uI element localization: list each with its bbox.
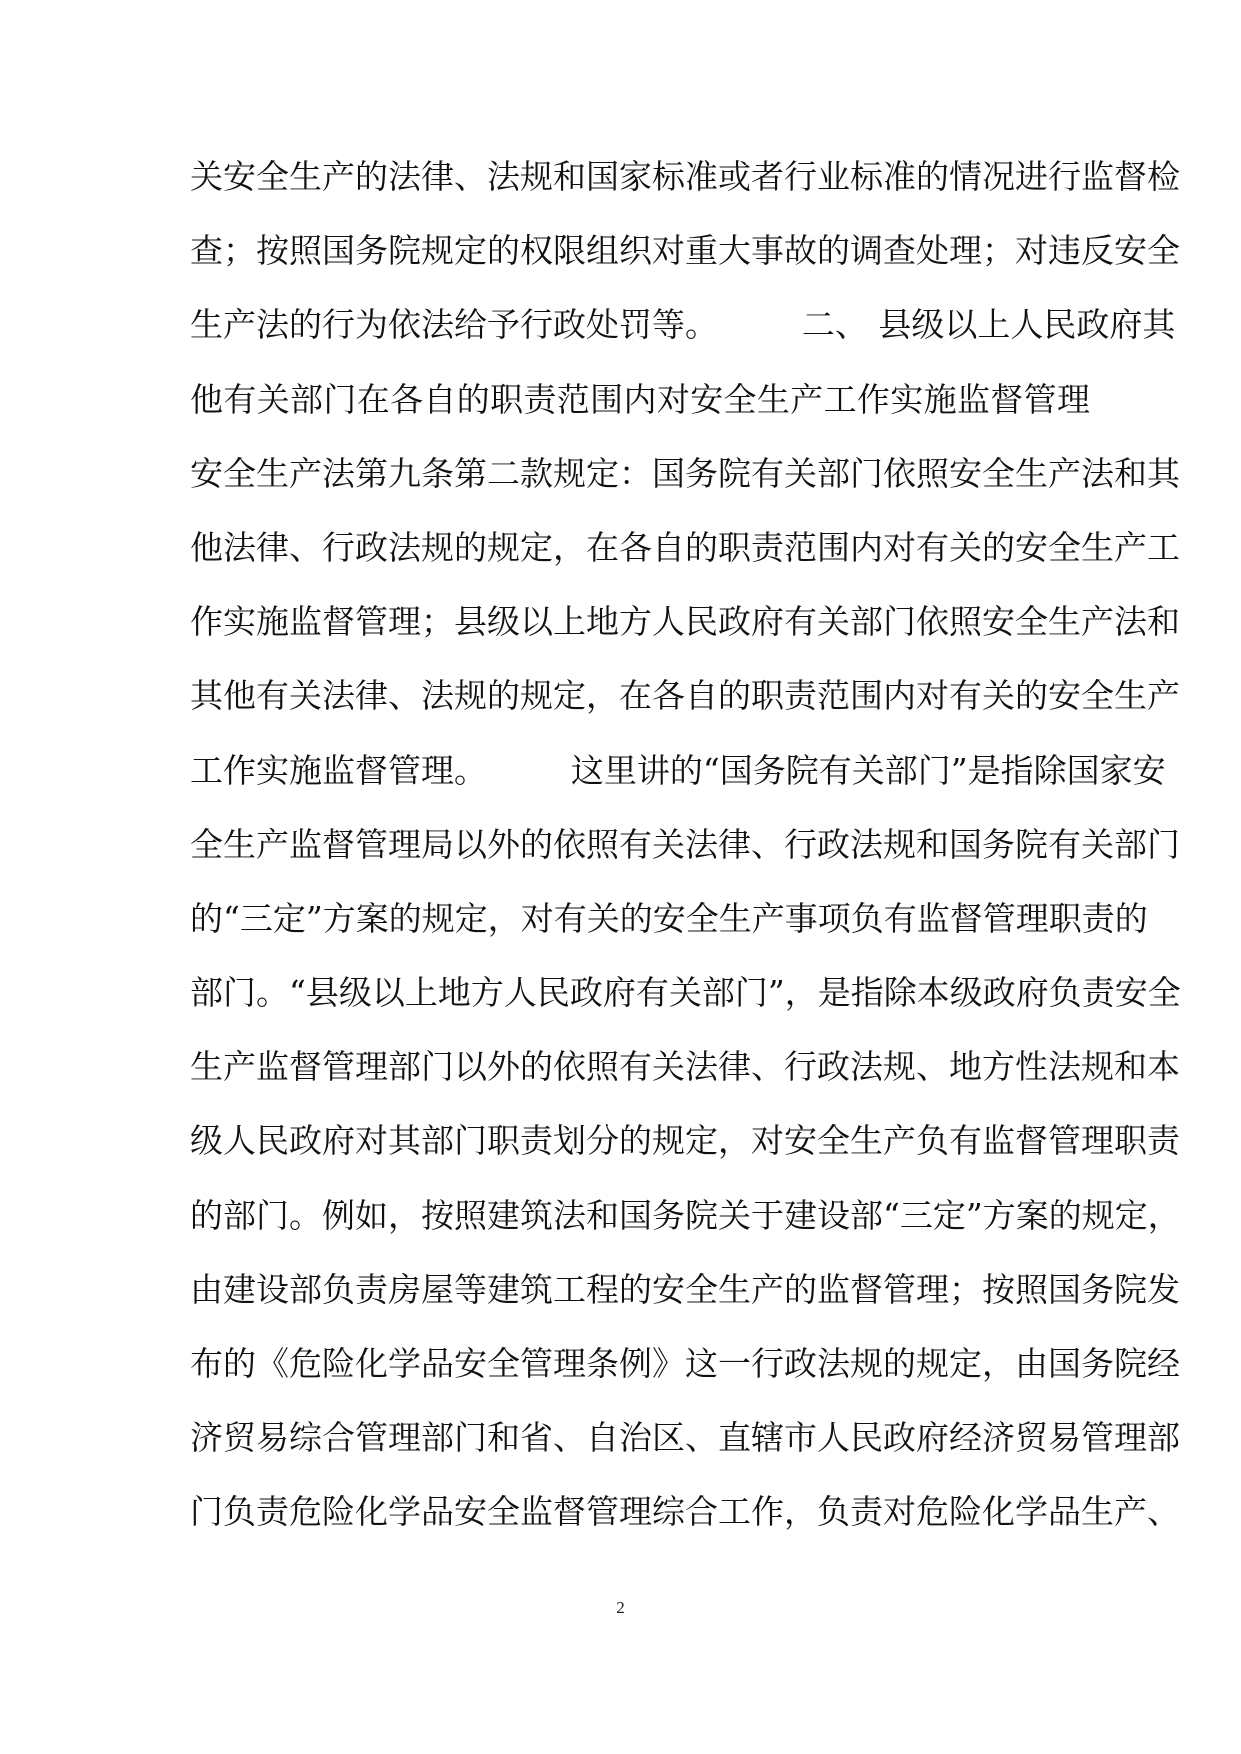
text-line-11: 的“三定”方案的规定，对有关的安全生产事项负有监督管理职责的 [190,898,1148,938]
text-line-5: 安全生产法第九条第二款规定：国务院有关部门依照安全生产法和其 [190,453,1180,493]
text-line-19: 门负责危险化学品安全监督管理综合工作，负责对危险化学品生产、 [190,1492,1180,1532]
text-line-8: 其他有关法律、法规的规定，在各自的职责范围内对有关的安全生产 [190,676,1180,716]
text-line-12: 部门。“县级以上地方人民政府有关部门”，是指除本级政府负责安全 [190,973,1181,1013]
text-line-6: 他法律、行政法规的规定，在各自的职责范围内对有关的安全生产工 [190,527,1180,567]
text-line-10: 全生产监督管理局以外的依照有关法律、行政法规和国务院有关部门 [190,824,1180,864]
text-line-4: 他有关部门在各自的职责范围内对安全生产工作实施监督管理 [190,379,1090,419]
text-line-14: 级人民政府对其部门职责划分的规定，对安全生产负有监督管理职责 [190,1121,1180,1161]
text-line-16: 由建设部负责房屋等建筑工程的安全生产的监督管理；按照国务院发 [190,1269,1180,1309]
text-line-2: 查；按照国务院规定的权限组织对重大事故的调查处理；对违反安全 [190,231,1180,271]
text-line-18: 济贸易综合管理部门和省、自治区、直辖市人民政府经济贸易管理部 [190,1418,1180,1458]
text-line-1: 关安全生产的法律、法规和国家标准或者行业标准的情况进行监督检 [190,157,1180,196]
text-line-7: 作实施监督管理；县级以上地方人民政府有关部门依照安全生产法和 [190,602,1180,642]
text-line-17: 布的《危险化学品安全管理条例》这一行政法规的规定，由国务院经 [190,1344,1180,1383]
text-line-3: 生产法的行为依法给予行政处罚等。 二、 县级以上人民政府其 [190,305,1176,345]
text-line-15: 的部门。例如，按照建筑法和国务院关于建设部“三定”方案的规定， [190,1195,1181,1235]
page-number: 2 [616,1598,625,1617]
text-line-13: 生产监督管理部门以外的依照有关法律、行政法规、地方性法规和本 [190,1047,1180,1087]
text-line-9: 工作实施监督管理。 这里讲的“国务院有关部门”是指除国家安 [190,750,1166,790]
body-text [190,148,1181,1558]
